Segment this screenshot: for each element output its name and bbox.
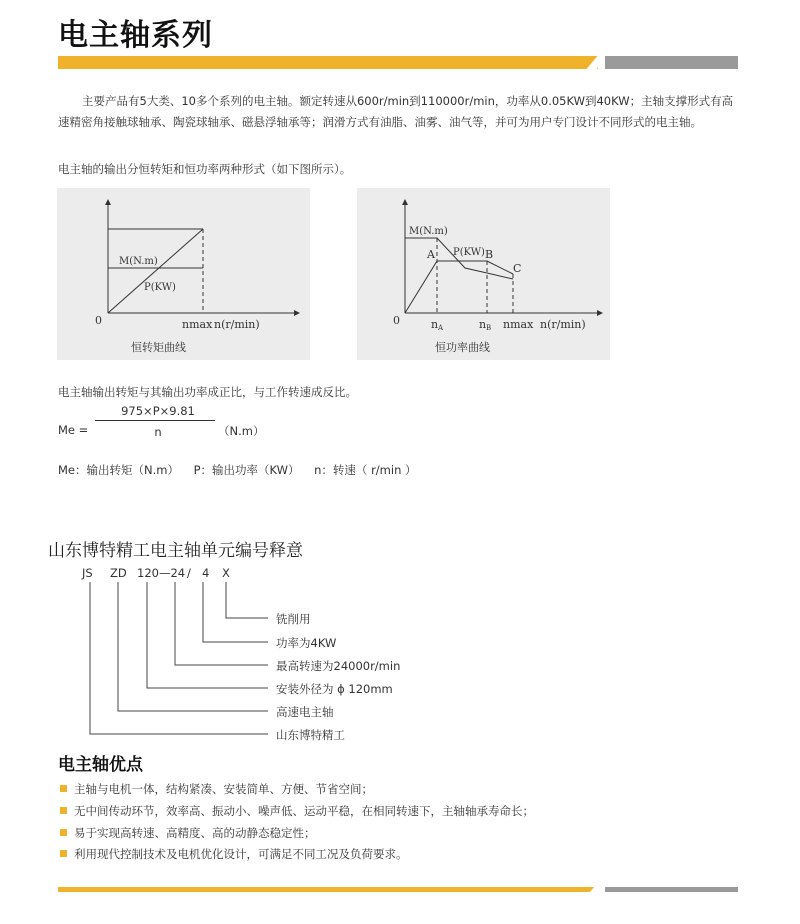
advantage-item: 利用现代控制技术及电机优化设计，可满足不同工况及负荷要求。 — [74, 846, 408, 862]
nA-subscript: A — [438, 324, 444, 332]
code-section-title: 山东博特精工电主轴单元编号释意 — [48, 541, 303, 561]
point-b-label: B — [485, 248, 494, 261]
origin-label: 0 — [393, 314, 400, 327]
nB-subscript: B — [486, 324, 492, 332]
code-label-spindle: 高速电主轴 — [276, 705, 334, 719]
code-label-company: 山东博特精工 — [276, 728, 345, 742]
nmax-label: nmax — [503, 318, 534, 331]
bullet-icon — [60, 850, 67, 857]
code-label-power: 功率为4KW — [276, 636, 337, 650]
output-forms-text: 电主轴的输出分恒转矩和恒功率两种形式（如下图所示）。 — [58, 162, 352, 176]
p-label: P(KW) — [144, 282, 176, 293]
formula-lhs: Me = — [58, 423, 89, 437]
variable-legend: Me：输出转矩（N.m） P：输出功率（KW） n：转速（ r/min ） — [58, 463, 417, 477]
formula-denominator: n — [154, 425, 162, 439]
advantage-item: 易于实现高转速、高精度、高的动静态稳定性； — [74, 825, 316, 841]
advantages-title: 电主轴优点 — [58, 755, 143, 775]
origin-label: 0 — [95, 314, 102, 327]
advantage-item: 主轴与电机一体，结构紧凑、安装简单、方便、节省空间； — [74, 781, 373, 797]
point-c-label: C — [513, 262, 522, 275]
nA-label: n — [431, 318, 439, 331]
code-slash: / — [187, 566, 191, 580]
graph2-caption: 恒功率曲线 — [435, 341, 490, 354]
code-dia-speed: 120—24 — [137, 566, 186, 580]
advantage-item: 无中间传动环节，效率高、振动小、噪声低、运动平稳，在相同转速下，主轴轴承寿命长； — [74, 803, 534, 819]
bullet-icon — [60, 807, 67, 814]
code-x: X — [222, 566, 230, 580]
graph1-caption: 恒转矩曲线 — [131, 341, 186, 354]
code-label-max-speed: 最高转速为24000r/min — [276, 659, 401, 673]
bullet-icon — [60, 785, 67, 792]
nmax-label: nmax — [182, 318, 213, 331]
page-title: 电主轴系列 — [58, 18, 213, 53]
formula-unit: （N.m） — [218, 424, 265, 438]
m-label: M(N.m) — [119, 256, 158, 267]
nB-label: n — [479, 318, 487, 331]
bullet-icon — [60, 829, 67, 836]
footer-bar — [58, 887, 738, 892]
point-a-label: A — [427, 248, 435, 261]
axis-unit-label: n(r/min) — [214, 318, 260, 331]
axis-unit-label: n(r/min) — [540, 318, 586, 331]
code-power: 4 — [202, 566, 210, 580]
m-label: M(N.m) — [409, 226, 448, 237]
proportional-text: 电主轴输出转矩与其输出功率成正比，与工作转速成反比。 — [58, 385, 357, 399]
code-label-diameter: 安装外径为 ϕ 120mm — [276, 682, 393, 696]
code-label-milling: 铣削用 — [276, 612, 311, 626]
p-label: P(KW) — [453, 247, 485, 258]
code-js: JS — [82, 566, 93, 580]
formula-numerator: 975×P×9.81 — [121, 404, 195, 418]
intro-paragraph: 主要产品有5大类、10多个系列的电主轴。额定转速从600r/min到110000r/min，功率从0.05KW到40KW；主轴支撑形式有高速精密角接触球轴承、陶瓷球轴承、磁悬浮轴承等；润滑方式有油脂、油雾、油气等，并可为用户专门设计不同形式的电主轴。 — [58, 94, 734, 129]
code-zd: ZD — [110, 566, 127, 580]
